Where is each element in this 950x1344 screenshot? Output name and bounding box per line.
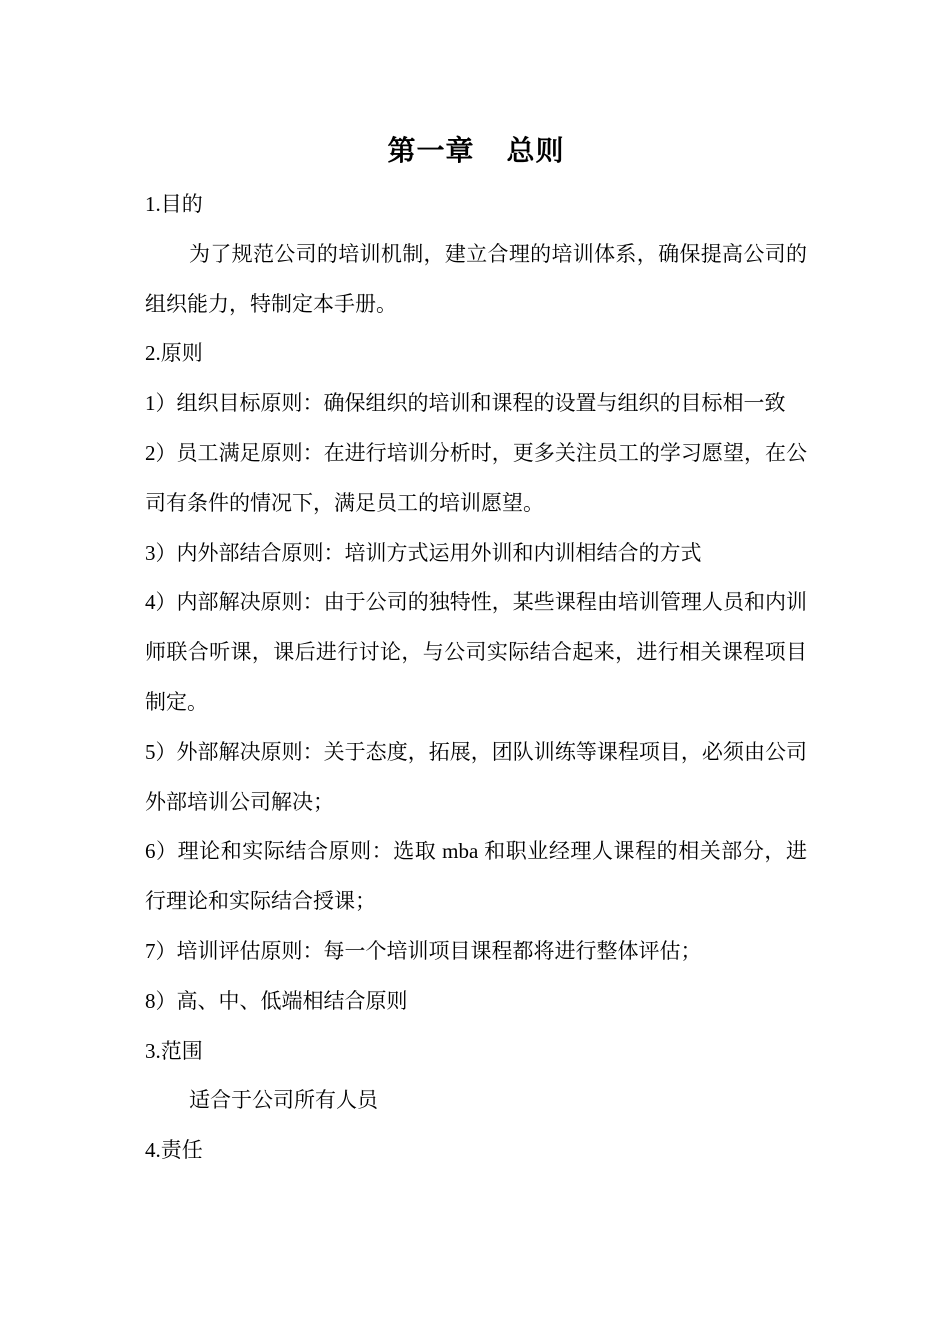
section-heading-purpose: 1.目的	[145, 192, 203, 216]
principle-item-8: 8）高、中、低端相结合原则	[145, 988, 408, 1013]
chapter-title: 第一章 总则	[387, 136, 565, 167]
principle-item-3: 3）内外部结合原则：培训方式运用外训和内训相结合的方式	[145, 540, 702, 565]
principle-item-1: 1）组织目标原则：确保组织的培训和课程的设置与组织的目标相一致	[145, 391, 786, 416]
section-heading-scope: 3.范围	[145, 1038, 203, 1063]
principle-item-4: 4）内部解决原则：由于公司的独特性，某些课程由培训管理人员和内训师联合听课，课后进行讨论，与公司实际结合起来，进行相关课程项目制定。	[145, 590, 807, 714]
principle-item-2: 2）员工满足原则：在进行培训分析时，更多关注员工的学习愿望，在公司有条件的情况下，满足员工的培训愿望。	[145, 440, 807, 515]
section-heading-principles: 2.原则	[145, 341, 203, 366]
scope-paragraph: 适合于公司所有人员	[189, 1088, 378, 1113]
principle-item-7: 7）培训评估原则：每一个培训项目课程都将进行整体评估；	[145, 938, 702, 963]
principle-item-5: 5）外部解决原则：关于态度，拓展，团队训练等课程项目，必须由公司外部培训公司解决；	[145, 739, 807, 814]
principle-item-6: 6）理论和实际结合原则：选取 mba 和职业经理人课程的相关部分，进行理论和实际结合授课；	[145, 839, 807, 914]
purpose-paragraph: 为了规范公司的培训机制，建立合理的培训体系，确保提高公司的组织能力，特制定本手册。	[145, 241, 807, 316]
section-heading-responsibility: 4.责任	[145, 1138, 203, 1163]
document-body	[145, 130, 807, 1176]
